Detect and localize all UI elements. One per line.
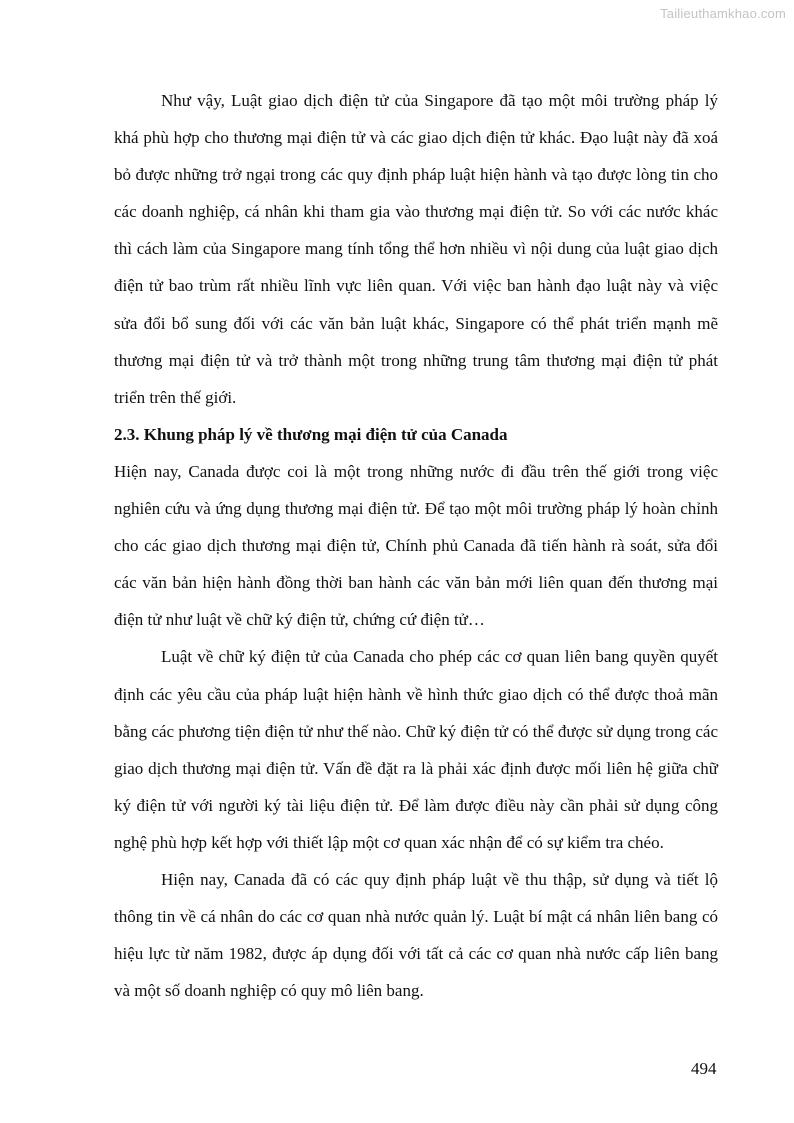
section-heading: 2.3. Khung pháp lý về thương mại điện tử của Canada — [114, 424, 508, 444]
page-number: 494 — [691, 1059, 717, 1078]
paragraph-canada-intro: Hiện nay, Canada được coi là một trong những nước đi đầu trên thế giới trong việc nghiên cứu và ứng dụng thương mại điện tử. Để tạo một môi trường pháp lý hoàn chỉnh cho các giao dịch thương mại điện tử, Chính phủ Canada đã tiến hành rà soát, sửa đổi các văn bản hiện hành đồng thời ban hành các văn bản mới liên quan đến thương mại điện tử như luật về chữ ký điện tử, chứng cứ điện tử… — [114, 461, 718, 630]
paragraph-electronic-signature: Luật về chữ ký điện tử của Canada cho phép các cơ quan liên bang quyền quyết định các yêu cầu của pháp luật hiện hành về hình thức giao dịch có thể được thoả mãn bằng các phương tiện điện tử như thế nào. Chữ ký điện tử có thể được sử dụng trong các giao dịch thương mại điện tử. Vấn đề đặt ra là phải xác định được mối liên hệ giữa chữ ký điện tử với người ký tài liệu điện tử. Để làm được điều này cần phải sử dụng công nghệ phù hợp kết hợp với thiết lập một cơ quan xác nhận để có sự kiểm tra chéo. — [114, 647, 718, 852]
watermark: Tailieuthamkhao.com — [660, 6, 786, 21]
paragraph-privacy-law: Hiện nay, Canada đã có các quy định pháp luật về thu thập, sử dụng và tiết lộ thông tin về cá nhân do các cơ quan nhà nước quản lý. Luật bí mật cá nhân liên bang có hiệu lực từ năm 1982, được áp dụng đối với tất cả các cơ quan nhà nước cấp liên bang và một số doanh nghiệp có quy mô liên bang. — [114, 869, 718, 1001]
paragraph-singapore-conclusion: Như vậy, Luật giao dịch điện tử của Singapore đã tạo một môi trường pháp lý khá phù hợp cho thương mại điện tử và các giao dịch điện tử khác. Đạo luật này đã xoá bỏ được những trở ngại trong các quy định pháp luật hiện hành và tạo được lòng tin cho các doanh nghiệp, cá nhân khi tham gia vào thương mại điện tử. So với các nước khác thì cách làm của Singapore mang tính tổng thể hơn nhiều vì nội dung của luật giao dịch điện tử bao trùm rất nhiều lĩnh vực liên quan. Với việc ban hành đạo luật này và việc sửa đổi bổ sung đối với các văn bản luật khác, Singapore có thể phát triển mạnh mẽ thương mại điện tử và trở thành một trong những trung tâm thương mại điện tử phát triển trên thế giới. — [114, 91, 718, 407]
page-body — [114, 82, 718, 1009]
